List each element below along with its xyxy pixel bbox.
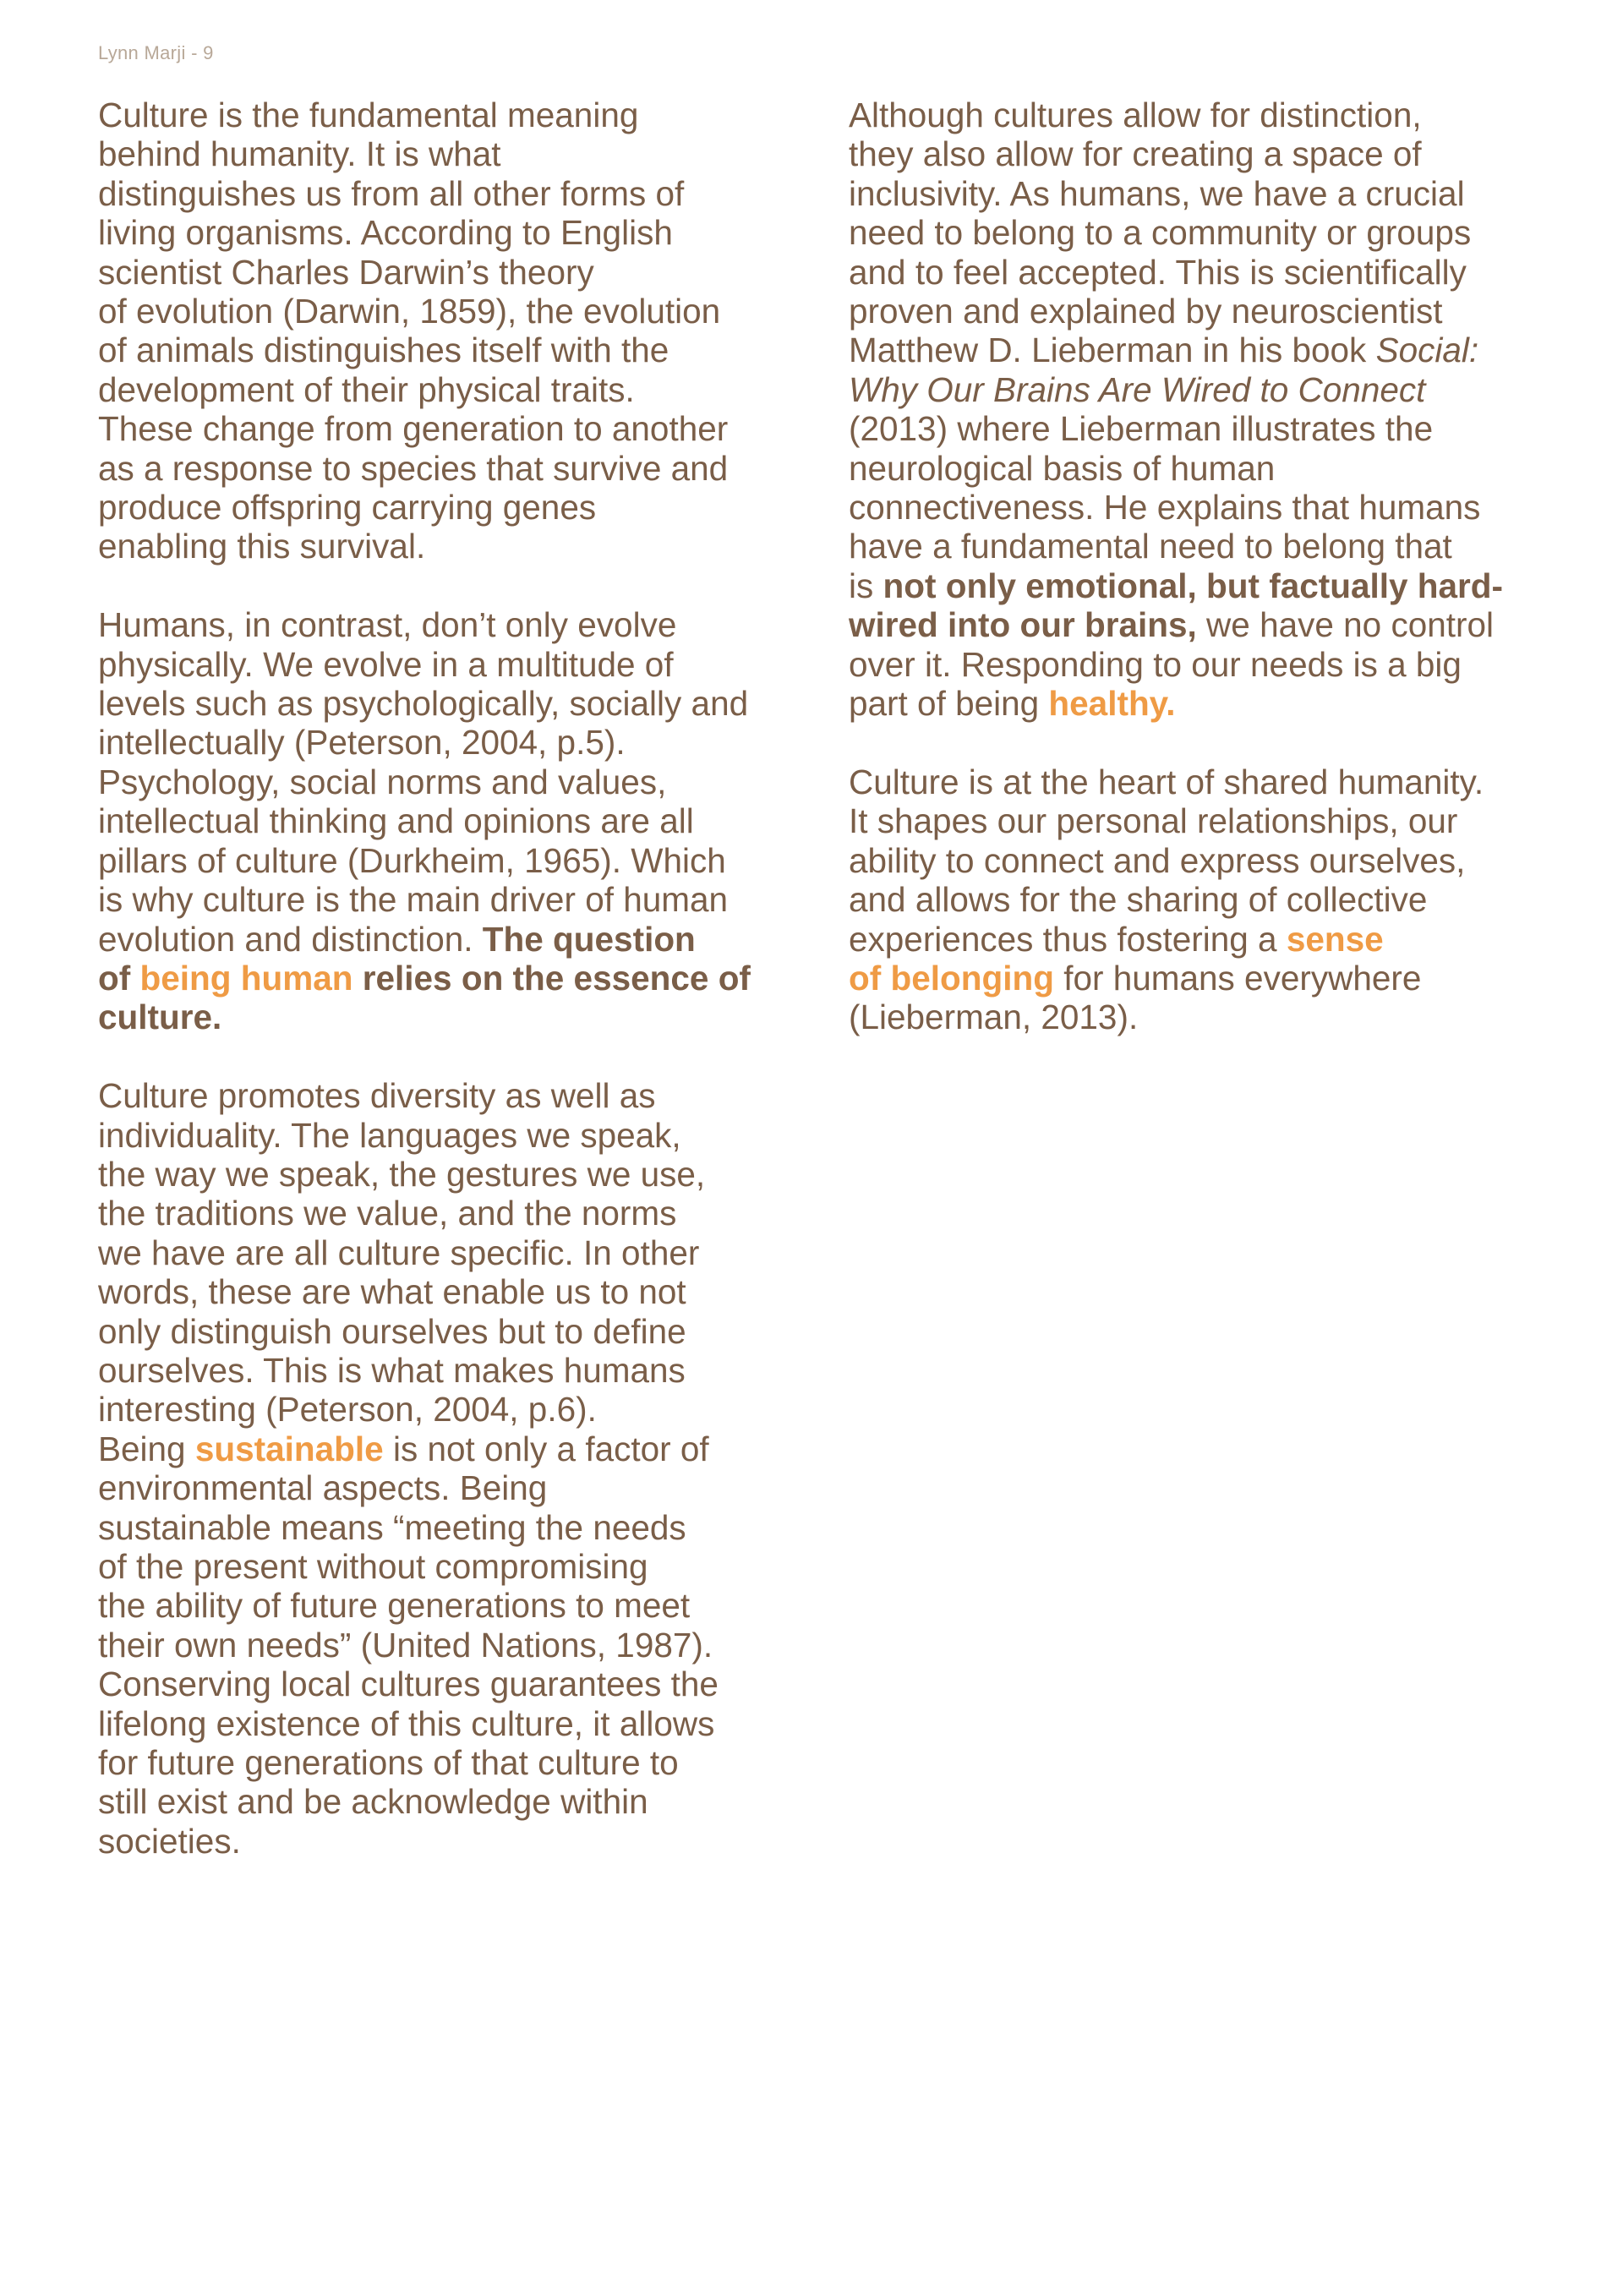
text-line: the ability of future generations to meet: [98, 1586, 691, 1626]
paragraph-shared-humanity: [849, 763, 1550, 1037]
text-segment: part of being: [849, 684, 1049, 724]
highlight-being-human: being human: [139, 958, 353, 998]
paragraph-human-evolution: [98, 605, 800, 1036]
text-line: levels such as psychologically, socially and: [98, 684, 749, 724]
text-line: distinguishes us from all other forms of: [98, 173, 685, 213]
text-line: intellectual thinking and opinions are all: [98, 801, 694, 841]
text-line: neurological basis of human: [849, 448, 1276, 488]
text-line: scientist Charles Darwin’s theory: [98, 252, 594, 292]
text-line: is why culture is the main driver of human: [98, 880, 729, 920]
text-line: [98, 1430, 800, 1468]
text-segment: experiences thus fostering a: [849, 919, 1287, 959]
text-line: individuality. The languages we speak,: [98, 1115, 681, 1155]
text-line: proven and explained by neuroscientist: [849, 292, 1443, 331]
text-line: ability to connect and express ourselves,: [849, 840, 1466, 880]
text-line: societies.: [98, 1821, 241, 1861]
text-line: Culture is the fundamental meaning: [98, 96, 639, 134]
book-title: Why Our Brains Are Wired to Connect: [849, 369, 1426, 409]
text-segment: for humans everywhere: [1053, 958, 1422, 998]
paragraph-gap: [849, 724, 1550, 763]
text-line: It shapes our personal relationships, our: [849, 801, 1458, 841]
bold-text: not only emotional, but factually hard-: [883, 566, 1504, 605]
bold-text: The question: [482, 919, 696, 959]
text-line: [849, 959, 1550, 998]
text-line: words, these are what enable us to not: [98, 1272, 686, 1312]
highlight-of-belonging: of belonging: [849, 958, 1054, 998]
text-line: [98, 998, 800, 1036]
text-line: of animals distinguishes itself with the: [98, 331, 669, 370]
text-line: the traditions we value, and the norms: [98, 1194, 677, 1233]
text-line: Conserving local cultures guarantees the: [98, 1665, 719, 1704]
text-segment: Being: [98, 1429, 195, 1468]
text-line: behind humanity. It is what: [98, 134, 501, 174]
text-line: enabling this survival.: [98, 527, 426, 566]
text-line: intellectually (Peterson, 2004, p.5).: [98, 723, 626, 763]
text-line: [849, 566, 1550, 605]
text-line: for future generations of that culture to: [98, 1743, 679, 1783]
text-line: connectiveness. He explains that humans: [849, 488, 1481, 528]
text-line: (2013) where Lieberman illustrates the: [849, 409, 1434, 449]
bold-text: of: [98, 958, 140, 998]
text-line: living organisms. According to English: [98, 213, 673, 253]
text-line: interesting (Peterson, 2004, p.6).: [98, 1390, 597, 1430]
book-title: Social:: [1375, 331, 1479, 370]
highlight-healthy: healthy.: [1048, 684, 1176, 724]
text-line: environmental aspects. Being: [98, 1468, 548, 1508]
text-line: physically. We evolve in a multitude of: [98, 644, 674, 684]
bold-text: culture.: [98, 998, 222, 1037]
text-line: only distinguish ourselves but to define: [98, 1311, 686, 1351]
text-line: ourselves. This is what makes humans: [98, 1350, 686, 1390]
text-line: and to feel accepted. This is scientifically: [849, 252, 1467, 292]
text-segment: we have no control: [1196, 605, 1495, 645]
text-line: we have are all culture specific. In other: [98, 1233, 700, 1272]
paragraph-gap: [98, 566, 800, 605]
text-line: [849, 920, 1550, 959]
text-line: and allows for the sharing of collective: [849, 880, 1428, 920]
text-line: sustainable means “meeting the needs: [98, 1507, 686, 1547]
text-line: of evolution (Darwin, 1859), the evolution: [98, 292, 721, 331]
text-line: still exist and be acknowledge within: [98, 1782, 648, 1822]
text-segment: is: [849, 566, 883, 605]
left-column: [98, 96, 800, 1861]
paragraph-gap: [98, 1037, 800, 1076]
text-segment: evolution and distinction.: [98, 919, 483, 959]
highlight-sustainable: sustainable: [194, 1429, 384, 1468]
text-line: [849, 370, 1550, 409]
text-segment: is not only a factor of: [383, 1429, 709, 1468]
text-line: Culture is at the heart of shared humanity.: [849, 762, 1484, 801]
text-line: [849, 605, 1550, 644]
text-segment: Matthew D. Lieberman in his book: [849, 331, 1376, 370]
text-line: [98, 920, 800, 959]
text-line: they also allow for creating a space of: [849, 134, 1422, 174]
running-header: Lynn Marji - 9: [98, 42, 214, 63]
text-line: (Lieberman, 2013).: [849, 998, 1139, 1037]
text-line: [849, 331, 1550, 369]
text-line: inclusivity. As humans, we have a crucial: [849, 173, 1465, 213]
paragraph-darwin: [98, 96, 800, 566]
text-line: lifelong existence of this culture, it allows: [98, 1703, 715, 1743]
text-line: Humans, in contrast, don’t only evolve: [98, 605, 677, 645]
text-line: pillars of culture (Durkheim, 1965). Which: [98, 840, 726, 880]
right-column: [849, 96, 1550, 1037]
text-line: need to belong to a community or groups: [849, 213, 1472, 253]
text-line: These change from generation to another: [98, 409, 729, 449]
text-line: Psychology, social norms and values,: [98, 762, 667, 801]
text-line: Although cultures allow for distinction,: [849, 96, 1422, 134]
text-line: over it. Responding to our needs is a big: [849, 644, 1462, 684]
text-line: have a fundamental need to belong that: [849, 527, 1452, 566]
text-line: as a response to species that survive and: [98, 448, 729, 488]
bold-text: relies on the essence of: [352, 958, 751, 998]
text-line: Culture promotes diversity as well as: [98, 1076, 656, 1116]
paragraph-inclusivity: [849, 96, 1550, 724]
paragraph-diversity: [98, 1076, 800, 1861]
text-line: development of their physical traits.: [98, 369, 635, 409]
text-line: [98, 959, 800, 998]
text-line: the way we speak, the gestures we use,: [98, 1154, 706, 1194]
text-line: [849, 684, 1550, 723]
text-line: produce offspring carrying genes: [98, 488, 597, 528]
text-line: their own needs” (United Nations, 1987).: [98, 1625, 713, 1665]
text-line: of the present without compromising: [98, 1547, 648, 1586]
highlight-sense: sense: [1286, 919, 1384, 959]
bold-text: wired into our brains,: [849, 605, 1197, 645]
